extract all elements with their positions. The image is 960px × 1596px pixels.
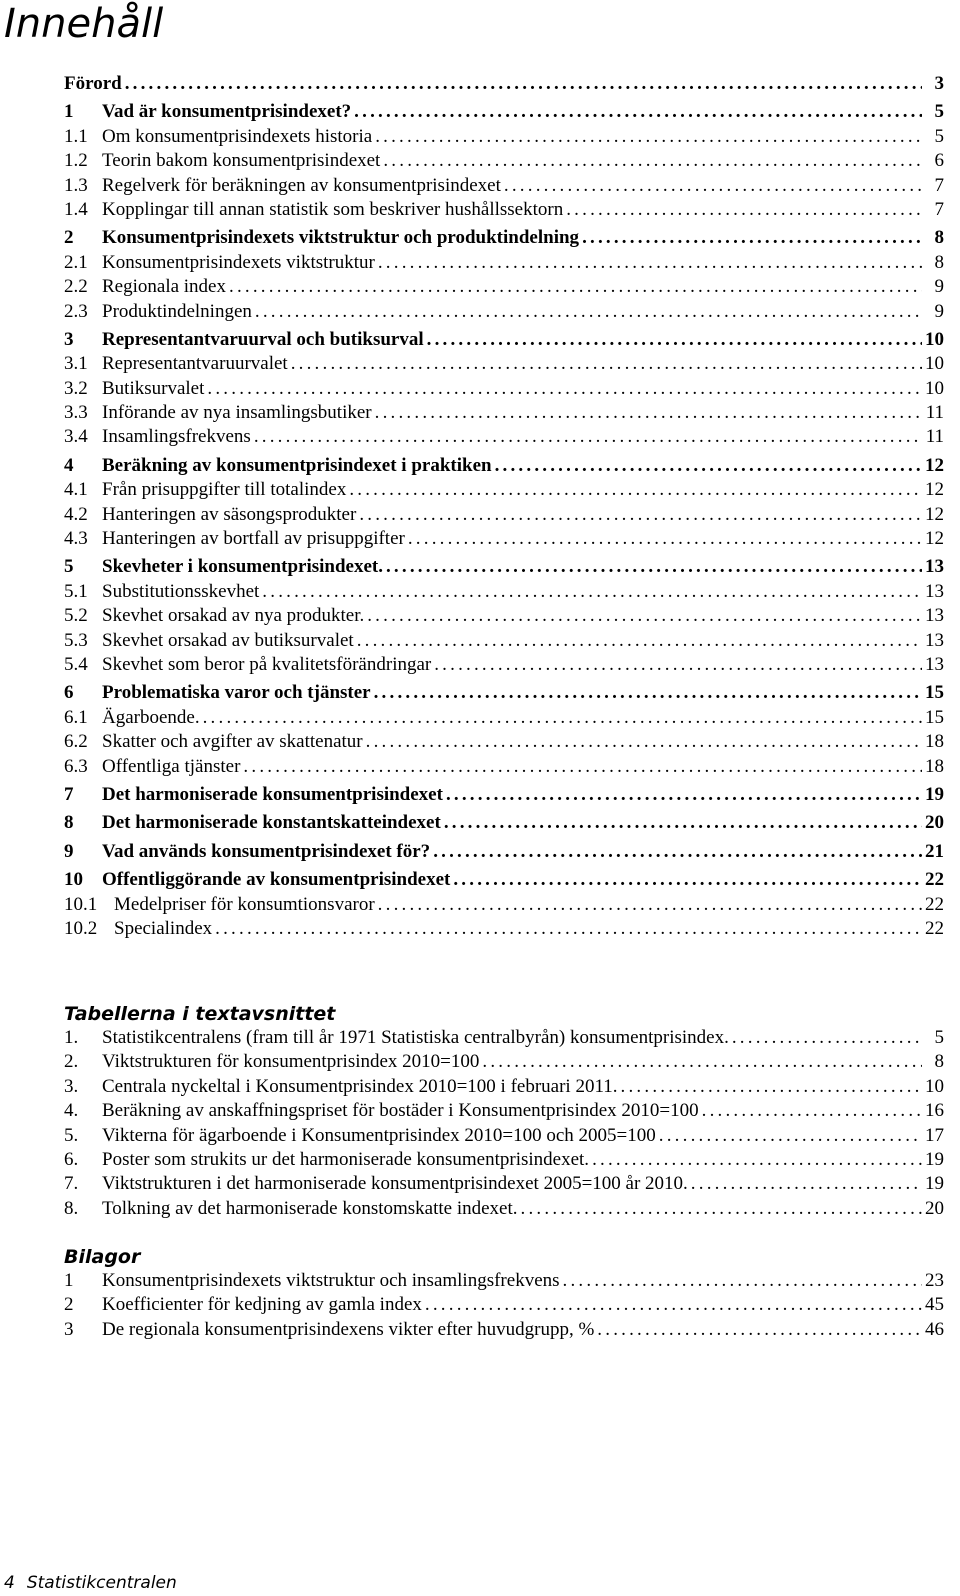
entry-title: Teorin bakom konsumentprisindexet: [102, 150, 381, 172]
dot-leader: [518, 1197, 922, 1221]
dot-leader: [204, 377, 922, 401]
entry-page-number: 12: [925, 528, 944, 550]
entry-title: Om konsumentprisindexets historia: [102, 125, 373, 147]
entry-title: Insamlingsfrekvens: [102, 426, 251, 448]
entry-title: Införande av nya insamlingsbutiker: [102, 402, 372, 424]
dot-leader: [251, 425, 922, 449]
entry-page-number: 10: [925, 328, 944, 350]
entry-page-number: 22: [925, 869, 944, 891]
entry-title: Representantvaruurvalet: [102, 353, 288, 375]
toc-entry[interactable]: [64, 251, 944, 275]
toc-entry[interactable]: [64, 917, 944, 941]
entry-page-number: 13: [925, 653, 944, 675]
entry-number: 4.: [64, 1100, 79, 1122]
footer-publisher: Statistikcentralen: [26, 1573, 177, 1593]
entry-page-number: 20: [925, 1197, 944, 1219]
entry-number: 4.1: [64, 479, 88, 501]
entry-page-number: 22: [925, 893, 944, 915]
entry-title: Butiksurvalet: [102, 377, 205, 399]
entry-number: 1.: [64, 1027, 79, 1048]
entry-number: 7.: [64, 1173, 79, 1195]
toc-entry[interactable]: [64, 478, 944, 502]
entry-number: 6.3: [64, 755, 88, 777]
toc-entry[interactable]: [64, 503, 944, 527]
entry-number: 5.2: [64, 605, 88, 627]
entry-number: 9: [64, 840, 74, 862]
entry-number: 1.4: [64, 198, 88, 220]
entry-title: Representantvaruurval och butiksurval: [102, 328, 424, 350]
dot-leader: [441, 811, 922, 835]
dot-leader: [383, 555, 922, 579]
dot-leader: [346, 478, 922, 502]
dot-leader: [354, 629, 922, 653]
page-title: Innehåll: [4, 1, 164, 47]
tables-list: [64, 1002, 944, 1221]
entry-number: 6.2: [64, 731, 88, 753]
entry-title: Substitutionsskevhet: [102, 580, 260, 602]
entry-page-number: 23: [925, 1270, 944, 1291]
entry-page-number: 5: [934, 1027, 944, 1048]
dot-leader: [375, 893, 922, 917]
toc-entry[interactable]: [64, 174, 944, 198]
toc-entry[interactable]: [64, 275, 944, 299]
toc-entry[interactable]: [64, 401, 944, 425]
entry-title: Det harmoniserade konsumentprisindexet: [102, 783, 443, 805]
entry-number: 3.: [64, 1075, 79, 1097]
entry-title: Skatter och avgifter av skattenatur: [102, 731, 363, 753]
entry-page-number: 20: [925, 812, 944, 834]
entry-title: Regelverk för beräkningen av konsumentprisindexet: [102, 174, 501, 196]
entry-number: 1: [64, 1270, 74, 1291]
dot-leader: [443, 783, 922, 807]
toc-entry[interactable]: [64, 100, 944, 124]
entry-number: 1.2: [64, 150, 88, 172]
dot-leader: [618, 1075, 922, 1099]
entry-page-number: 9: [934, 276, 944, 298]
entry-number: 2.2: [64, 276, 88, 298]
entry-title: Skevheter i konsumentprisindexet.: [102, 556, 383, 578]
toc-entry[interactable]: [64, 1148, 944, 1172]
entry-title: Förord: [64, 73, 122, 94]
entry-title: Offentliga tjänster: [102, 755, 241, 777]
toc-entry[interactable]: [64, 604, 944, 628]
entry-page-number: 7: [934, 198, 944, 220]
entry-number: 6.: [64, 1148, 79, 1170]
entry-page-number: 18: [925, 755, 944, 777]
tables-heading: Tabellerna i textavsnittet: [64, 1003, 336, 1025]
entry-title: Konsumentprisindexets viktstruktur och produktindelning: [102, 227, 580, 249]
entry-title: Hanteringen av säsongsprodukter: [102, 503, 357, 525]
entry-page-number: 8: [934, 251, 944, 273]
entry-page-number: 5: [934, 101, 944, 123]
entry-title: Från prisuppgifter till totalindex: [102, 479, 347, 501]
entry-page-number: 22: [925, 917, 944, 939]
entry-page-number: 3: [934, 73, 944, 94]
toc-entry[interactable]: [64, 629, 944, 653]
entry-page-number: 17: [925, 1124, 944, 1146]
entry-page-number: 10: [925, 353, 944, 375]
toc-entry[interactable]: [64, 125, 944, 149]
entry-number: 2.: [64, 1051, 79, 1073]
toc-entry[interactable]: [64, 300, 944, 324]
entry-page-number: 6: [934, 150, 944, 172]
entry-number: 3: [64, 328, 74, 350]
entry-number: 5.3: [64, 629, 88, 651]
dot-leader: [226, 275, 922, 299]
entry-title: Statistikcentralens (fram till år 1971 Statistiska centralbyrån) konsumentprisindex.: [102, 1027, 729, 1048]
dot-leader: [699, 1099, 922, 1123]
dot-leader: [560, 1269, 922, 1293]
entry-page-number: 12: [925, 454, 944, 476]
dot-leader: [363, 730, 922, 754]
entry-page-number: 11: [925, 426, 944, 448]
entry-title: Specialindex: [114, 917, 213, 939]
dot-leader: [430, 840, 922, 864]
toc-entry[interactable]: [64, 377, 944, 401]
entry-number: 5.: [64, 1124, 79, 1146]
dot-leader: [563, 198, 922, 222]
toc-entry[interactable]: [64, 811, 944, 835]
entry-page-number: 8: [934, 227, 944, 249]
toc-entry[interactable]: [64, 1293, 944, 1317]
entry-page-number: 10: [925, 377, 944, 399]
toc-entry[interactable]: [64, 527, 944, 551]
entry-title: Hanteringen av bortfall av prisuppgifter: [102, 528, 405, 550]
entry-title: Konsumentprisindexets viktstruktur och insamlingsfrekvens: [102, 1270, 560, 1291]
entry-page-number: 8: [934, 1051, 944, 1073]
entry-page-number: 46: [925, 1318, 944, 1340]
toc-entry[interactable]: [64, 893, 944, 917]
entry-title: Problematiska varor och tjänster: [102, 682, 371, 704]
toc-entry[interactable]: [64, 868, 944, 892]
dot-leader: [380, 149, 922, 173]
entry-number: 8.: [64, 1197, 79, 1219]
entry-title: Skevhet orsakad av butiksurvalet: [102, 629, 354, 651]
toc-entry[interactable]: [64, 1172, 944, 1196]
entry-number: 3.3: [64, 402, 88, 424]
entry-number: 10.2: [64, 917, 98, 939]
entry-page-number: 13: [925, 580, 944, 602]
dot-leader: [375, 251, 922, 275]
entry-title: De regionala konsumentprisindexens vikter efter huvudgrupp, %: [102, 1318, 595, 1340]
toc-entry[interactable]: [64, 328, 944, 352]
toc-entry[interactable]: [64, 653, 944, 677]
toc-entry[interactable]: [64, 454, 944, 478]
dot-leader: [501, 174, 922, 198]
entry-title: Konsumentprisindexets viktstruktur: [102, 251, 375, 273]
entry-page-number: 15: [925, 682, 944, 704]
entry-number: 2: [64, 1294, 74, 1316]
toc-entry[interactable]: [64, 226, 944, 250]
toc-entry[interactable]: [64, 425, 944, 449]
entry-title: Koefficienter för kedjning av gamla index: [102, 1294, 422, 1316]
entry-page-number: 45: [925, 1294, 944, 1316]
entry-number: 10: [64, 869, 83, 891]
dot-leader: [450, 868, 922, 892]
toc-entry[interactable]: [64, 1124, 944, 1148]
dot-leader: [424, 328, 922, 352]
dot-leader: [372, 125, 922, 149]
entry-title: Offentliggörande av konsumentprisindexet: [102, 869, 451, 891]
entry-number: 5.4: [64, 653, 88, 675]
dot-leader: [122, 72, 922, 96]
table-of-contents: [64, 72, 944, 941]
dot-leader: [422, 1293, 922, 1317]
entry-title: Vad används konsumentprisindexet för?: [102, 840, 431, 862]
entry-number: 2.3: [64, 300, 88, 322]
entry-number: 5: [64, 556, 74, 578]
entry-title: Viktstrukturen i det harmoniserade konsumentprisindexet 2005=100 år 2010.: [102, 1173, 688, 1195]
toc-entry[interactable]: [64, 352, 944, 376]
dot-leader: [729, 1026, 922, 1050]
entry-page-number: 18: [925, 731, 944, 753]
entry-page-number: 16: [925, 1100, 944, 1122]
entry-title: Regionala index: [102, 276, 226, 298]
entry-title: Viktstrukturen för konsumentprisindex 2010=100: [102, 1051, 480, 1073]
entry-number: 3: [64, 1318, 74, 1340]
dot-leader: [259, 580, 922, 604]
entry-page-number: 12: [925, 479, 944, 501]
entry-number: 4.2: [64, 503, 88, 525]
toc-entry[interactable]: [64, 1197, 944, 1221]
dot-leader: [212, 917, 922, 941]
entry-page-number: 12: [925, 503, 944, 525]
footer-page-number: 4: [4, 1573, 15, 1593]
entry-number: 3.2: [64, 377, 88, 399]
toc-entry[interactable]: [64, 783, 944, 807]
entry-title: Skevhet orsakad av nya produkter.: [102, 605, 365, 627]
entry-page-number: 13: [925, 629, 944, 651]
dot-leader: [240, 755, 922, 779]
entry-number: 3.4: [64, 426, 88, 448]
appendix-list: [64, 1245, 944, 1342]
toc-entry[interactable]: [64, 149, 944, 173]
dot-leader: [405, 527, 922, 551]
dot-leader: [364, 604, 922, 628]
dot-leader: [492, 454, 922, 478]
entry-number: 3.1: [64, 353, 88, 375]
dot-leader: [372, 401, 922, 425]
entry-page-number: 21: [925, 840, 944, 862]
entry-number: 6.1: [64, 706, 88, 728]
dot-leader: [656, 1124, 922, 1148]
toc-entry[interactable]: [64, 1026, 944, 1050]
entry-title: Tolkning av det harmoniserade konstomskatte indexet.: [102, 1197, 518, 1219]
toc-entry[interactable]: [64, 755, 944, 779]
dot-leader: [371, 681, 922, 705]
toc-entry[interactable]: [64, 198, 944, 222]
entry-title: Det harmoniserade konstantskatteindexet: [102, 812, 441, 834]
dot-leader: [431, 653, 922, 677]
dot-leader: [594, 1318, 922, 1342]
toc-entry[interactable]: [64, 730, 944, 754]
dot-leader: [252, 300, 922, 324]
appendix-heading: Bilagor: [64, 1246, 141, 1268]
entry-number: 1: [64, 101, 74, 123]
dot-leader: [288, 352, 922, 376]
entry-number: 2.1: [64, 251, 88, 273]
entry-number: 6: [64, 682, 74, 704]
entry-title: Produktindelningen: [102, 300, 252, 322]
toc-entry[interactable]: [64, 706, 944, 730]
entry-page-number: 11: [925, 402, 944, 424]
entry-number: 4.3: [64, 528, 88, 550]
entry-number: 1.1: [64, 125, 88, 147]
dot-leader: [479, 1050, 922, 1074]
entry-title: Vad är konsumentprisindexet?: [102, 101, 352, 123]
toc-entry[interactable]: [64, 1050, 944, 1074]
entry-number: 5.1: [64, 580, 88, 602]
entry-page-number: 9: [934, 300, 944, 322]
entry-number: 7: [64, 783, 74, 805]
entry-page-number: 19: [925, 783, 944, 805]
toc-entry[interactable]: [64, 1269, 944, 1293]
entry-title: Poster som strukits ur det harmoniserade konsumentprisindexet.: [102, 1148, 590, 1170]
entry-page-number: 10: [925, 1075, 944, 1097]
toc-entry[interactable]: [64, 555, 944, 579]
entry-page-number: 5: [934, 125, 944, 147]
entry-page-number: 19: [925, 1173, 944, 1195]
entry-title: Beräkning av konsumentprisindexet i praktiken: [102, 454, 492, 476]
entry-number: 2: [64, 227, 74, 249]
entry-title: Centrala nyckeltal i Konsumentprisindex 2010=100 i februari 2011.: [102, 1075, 618, 1097]
entry-page-number: 7: [934, 174, 944, 196]
toc-entry[interactable]: [64, 580, 944, 604]
dot-leader: [200, 706, 922, 730]
dot-leader: [579, 226, 922, 250]
toc-entry[interactable]: [64, 681, 944, 705]
entry-title: Vikterna för ägarboende i Konsumentprisindex 2010=100 och 2005=100: [102, 1124, 656, 1146]
dot-leader: [356, 503, 922, 527]
toc-entry[interactable]: [64, 72, 944, 96]
entry-page-number: 13: [925, 605, 944, 627]
dot-leader: [351, 100, 922, 124]
entry-page-number: 15: [925, 706, 944, 728]
toc-entry[interactable]: [64, 1075, 944, 1099]
dot-leader: [688, 1172, 922, 1196]
page-footer: [4, 1572, 189, 1594]
entry-number: 4: [64, 454, 74, 476]
entry-title: Beräkning av anskaffningspriset för bostäder i Konsumentprisindex 2010=100: [102, 1100, 699, 1122]
toc-entry[interactable]: [64, 1318, 944, 1342]
entry-number: 10.1: [64, 893, 98, 915]
entry-page-number: 19: [925, 1148, 944, 1170]
entry-number: 8: [64, 812, 74, 834]
toc-entry[interactable]: [64, 1099, 944, 1123]
entry-title: Kopplingar till annan statistik som beskriver hushållssektorn: [102, 198, 564, 220]
entry-page-number: 13: [925, 556, 944, 578]
dot-leader: [589, 1148, 922, 1172]
entry-title: Skevhet som beror på kvalitetsförändringar: [102, 653, 432, 675]
entry-title: Ägarboende.: [102, 706, 200, 728]
entry-number: 1.3: [64, 174, 88, 196]
entry-title: Medelpriser för konsumtionsvaror: [114, 893, 375, 915]
toc-entry[interactable]: [64, 840, 944, 864]
